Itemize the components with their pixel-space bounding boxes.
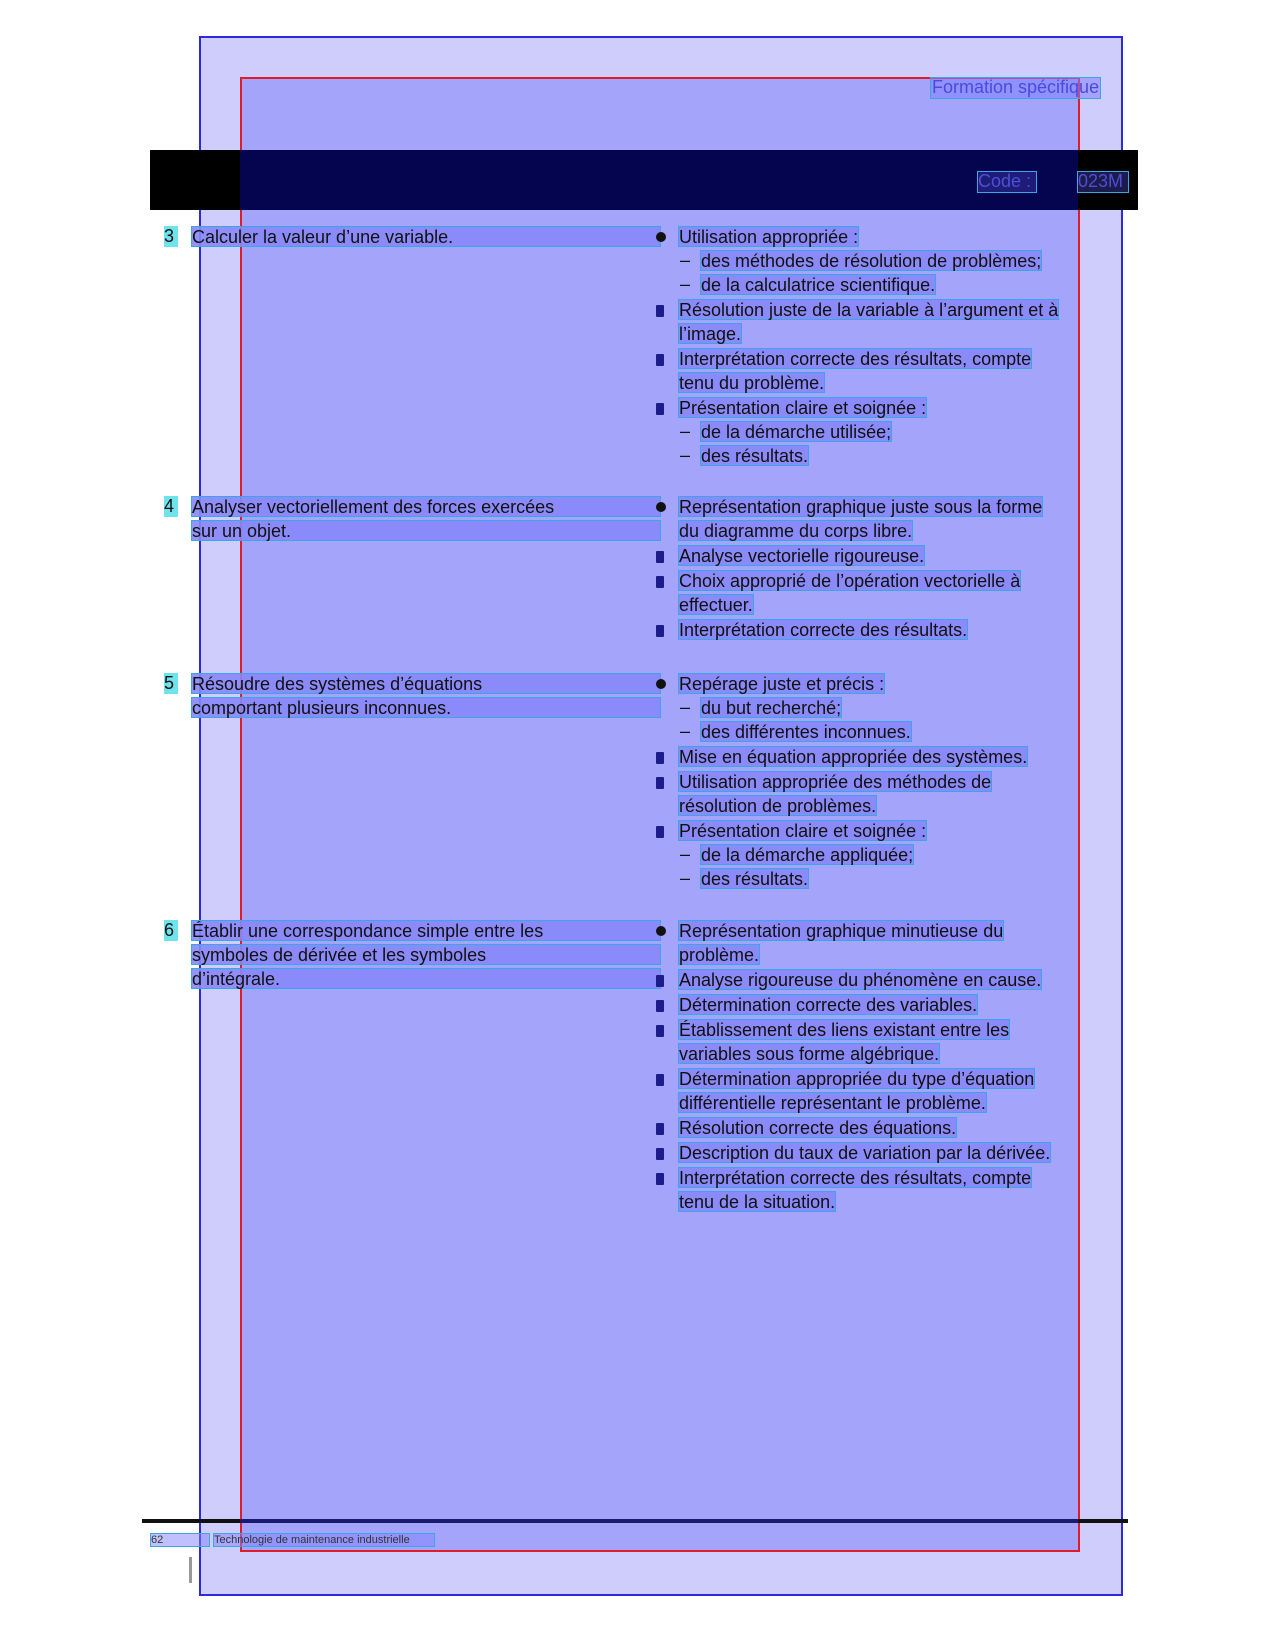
objective-line: Analyser vectoriellement des forces exercées bbox=[191, 496, 661, 517]
dash-icon: – bbox=[680, 844, 691, 864]
bullet-icon bbox=[656, 305, 664, 317]
row-number: 3 bbox=[164, 226, 178, 247]
criterion-line: Présentation claire et soignée : bbox=[679, 398, 927, 418]
footer-mark bbox=[189, 1557, 192, 1583]
criterion-line: Interprétation correcte des résultats, compte bbox=[679, 1168, 1032, 1188]
criterion-line: Établissement des liens existant entre les bbox=[679, 1020, 1010, 1040]
dash-icon: – bbox=[680, 250, 691, 270]
bullet-icon bbox=[656, 1173, 664, 1185]
footer-rule-overlay bbox=[240, 1519, 1078, 1523]
criterion-line: résolution de problèmes. bbox=[679, 796, 877, 816]
bullet-icon bbox=[656, 576, 664, 588]
criterion-line: Analyse rigoureuse du phénomène en cause. bbox=[679, 970, 1042, 990]
objective-line: sur un objet. bbox=[191, 520, 661, 541]
bullet-icon bbox=[656, 1000, 664, 1012]
criterion-line: Description du taux de variation par la dérivée. bbox=[679, 1143, 1051, 1163]
criterion-line: l’image. bbox=[679, 324, 742, 344]
bullet-icon bbox=[656, 625, 664, 637]
criterion-sub-item: de la démarche utilisée; bbox=[701, 422, 892, 442]
criterion-line: Détermination appropriée du type d’équation bbox=[679, 1069, 1035, 1089]
criterion-line: Mise en équation appropriée des systèmes. bbox=[679, 747, 1028, 767]
objective-line: Calculer la valeur d’une variable. bbox=[191, 226, 661, 247]
code-value: 023M bbox=[1077, 171, 1129, 193]
dash-icon: – bbox=[680, 445, 691, 465]
bullet-icon bbox=[656, 1025, 664, 1037]
bullet-icon bbox=[656, 926, 666, 936]
bullet-icon bbox=[656, 232, 666, 242]
criterion-line: Représentation graphique juste sous la forme bbox=[679, 497, 1043, 517]
row-number: 5 bbox=[164, 673, 178, 694]
criterion-line: Résolution juste de la variable à l’argument et à bbox=[679, 300, 1059, 320]
bullet-icon bbox=[656, 551, 664, 563]
bullet-icon bbox=[656, 1123, 664, 1135]
dash-icon: – bbox=[680, 421, 691, 441]
criterion-sub-item: des différentes inconnues. bbox=[701, 722, 911, 742]
criterion-line: Utilisation appropriée des méthodes de bbox=[679, 772, 992, 792]
bullet-icon bbox=[656, 1148, 664, 1160]
code-band-overlay bbox=[240, 150, 1078, 210]
criterion-line: Résolution correcte des équations. bbox=[679, 1118, 957, 1138]
criterion-line: Interprétation correcte des résultats, compte bbox=[679, 349, 1032, 369]
criterion-line: Représentation graphique minutieuse du bbox=[679, 921, 1004, 941]
criterion-line: Présentation claire et soignée : bbox=[679, 821, 927, 841]
criterion-line: Choix approprié de l’opération vectorielle à bbox=[679, 571, 1021, 591]
bullet-icon bbox=[656, 354, 664, 366]
bullet-icon bbox=[656, 975, 664, 987]
criterion-sub-item: de la démarche appliquée; bbox=[701, 845, 914, 865]
footer-page-number: 62 bbox=[150, 1533, 210, 1547]
objective-line: Établir une correspondance simple entre les bbox=[191, 920, 661, 941]
code-label: Code : bbox=[977, 171, 1037, 193]
criterion-line: Repérage juste et précis : bbox=[679, 674, 885, 694]
bullet-icon bbox=[656, 502, 666, 512]
bullet-icon bbox=[656, 826, 664, 838]
criterion-sub-item: du but recherché; bbox=[701, 698, 842, 718]
header-formation: Formation spécifique bbox=[932, 77, 1100, 97]
criterion-line: tenu de la situation. bbox=[679, 1192, 836, 1212]
dash-icon: – bbox=[680, 274, 691, 294]
dash-icon: – bbox=[680, 868, 691, 888]
row-number: 6 bbox=[164, 920, 178, 941]
row-number: 4 bbox=[164, 496, 178, 517]
criterion-line: variables sous forme algébrique. bbox=[679, 1044, 940, 1064]
criterion-line: Analyse vectorielle rigoureuse. bbox=[679, 546, 925, 566]
objective-line: comportant plusieurs inconnues. bbox=[191, 697, 661, 718]
objective-line: Résoudre des systèmes d’équations bbox=[191, 673, 661, 694]
criterion-line: Utilisation appropriée : bbox=[679, 227, 859, 247]
criterion-line: du diagramme du corps libre. bbox=[679, 521, 913, 541]
bullet-icon bbox=[656, 777, 664, 789]
criterion-line: différentielle représentant le problème. bbox=[679, 1093, 986, 1113]
dash-icon: – bbox=[680, 721, 691, 741]
bullet-icon bbox=[656, 403, 664, 415]
bullet-icon bbox=[656, 752, 664, 764]
dash-icon: – bbox=[680, 697, 691, 717]
bullet-icon bbox=[656, 679, 666, 689]
criterion-sub-item: des méthodes de résolution de problèmes; bbox=[701, 251, 1042, 271]
criterion-sub-item: de la calculatrice scientifique. bbox=[701, 275, 936, 295]
criterion-line: problème. bbox=[679, 945, 760, 965]
criterion-line: Détermination correcte des variables. bbox=[679, 995, 978, 1015]
bullet-icon bbox=[656, 1074, 664, 1086]
criterion-line: tenu du problème. bbox=[679, 373, 825, 393]
criterion-sub-item: des résultats. bbox=[701, 446, 809, 466]
objective-line: d’intégrale. bbox=[191, 968, 661, 989]
footer-document-title: Technologie de maintenance industrielle bbox=[213, 1533, 435, 1547]
objective-line: symboles de dérivée et les symboles bbox=[191, 944, 661, 965]
criterion-line: effectuer. bbox=[679, 595, 753, 615]
criterion-line: Interprétation correcte des résultats. bbox=[679, 620, 968, 640]
criterion-sub-item: des résultats. bbox=[701, 869, 809, 889]
